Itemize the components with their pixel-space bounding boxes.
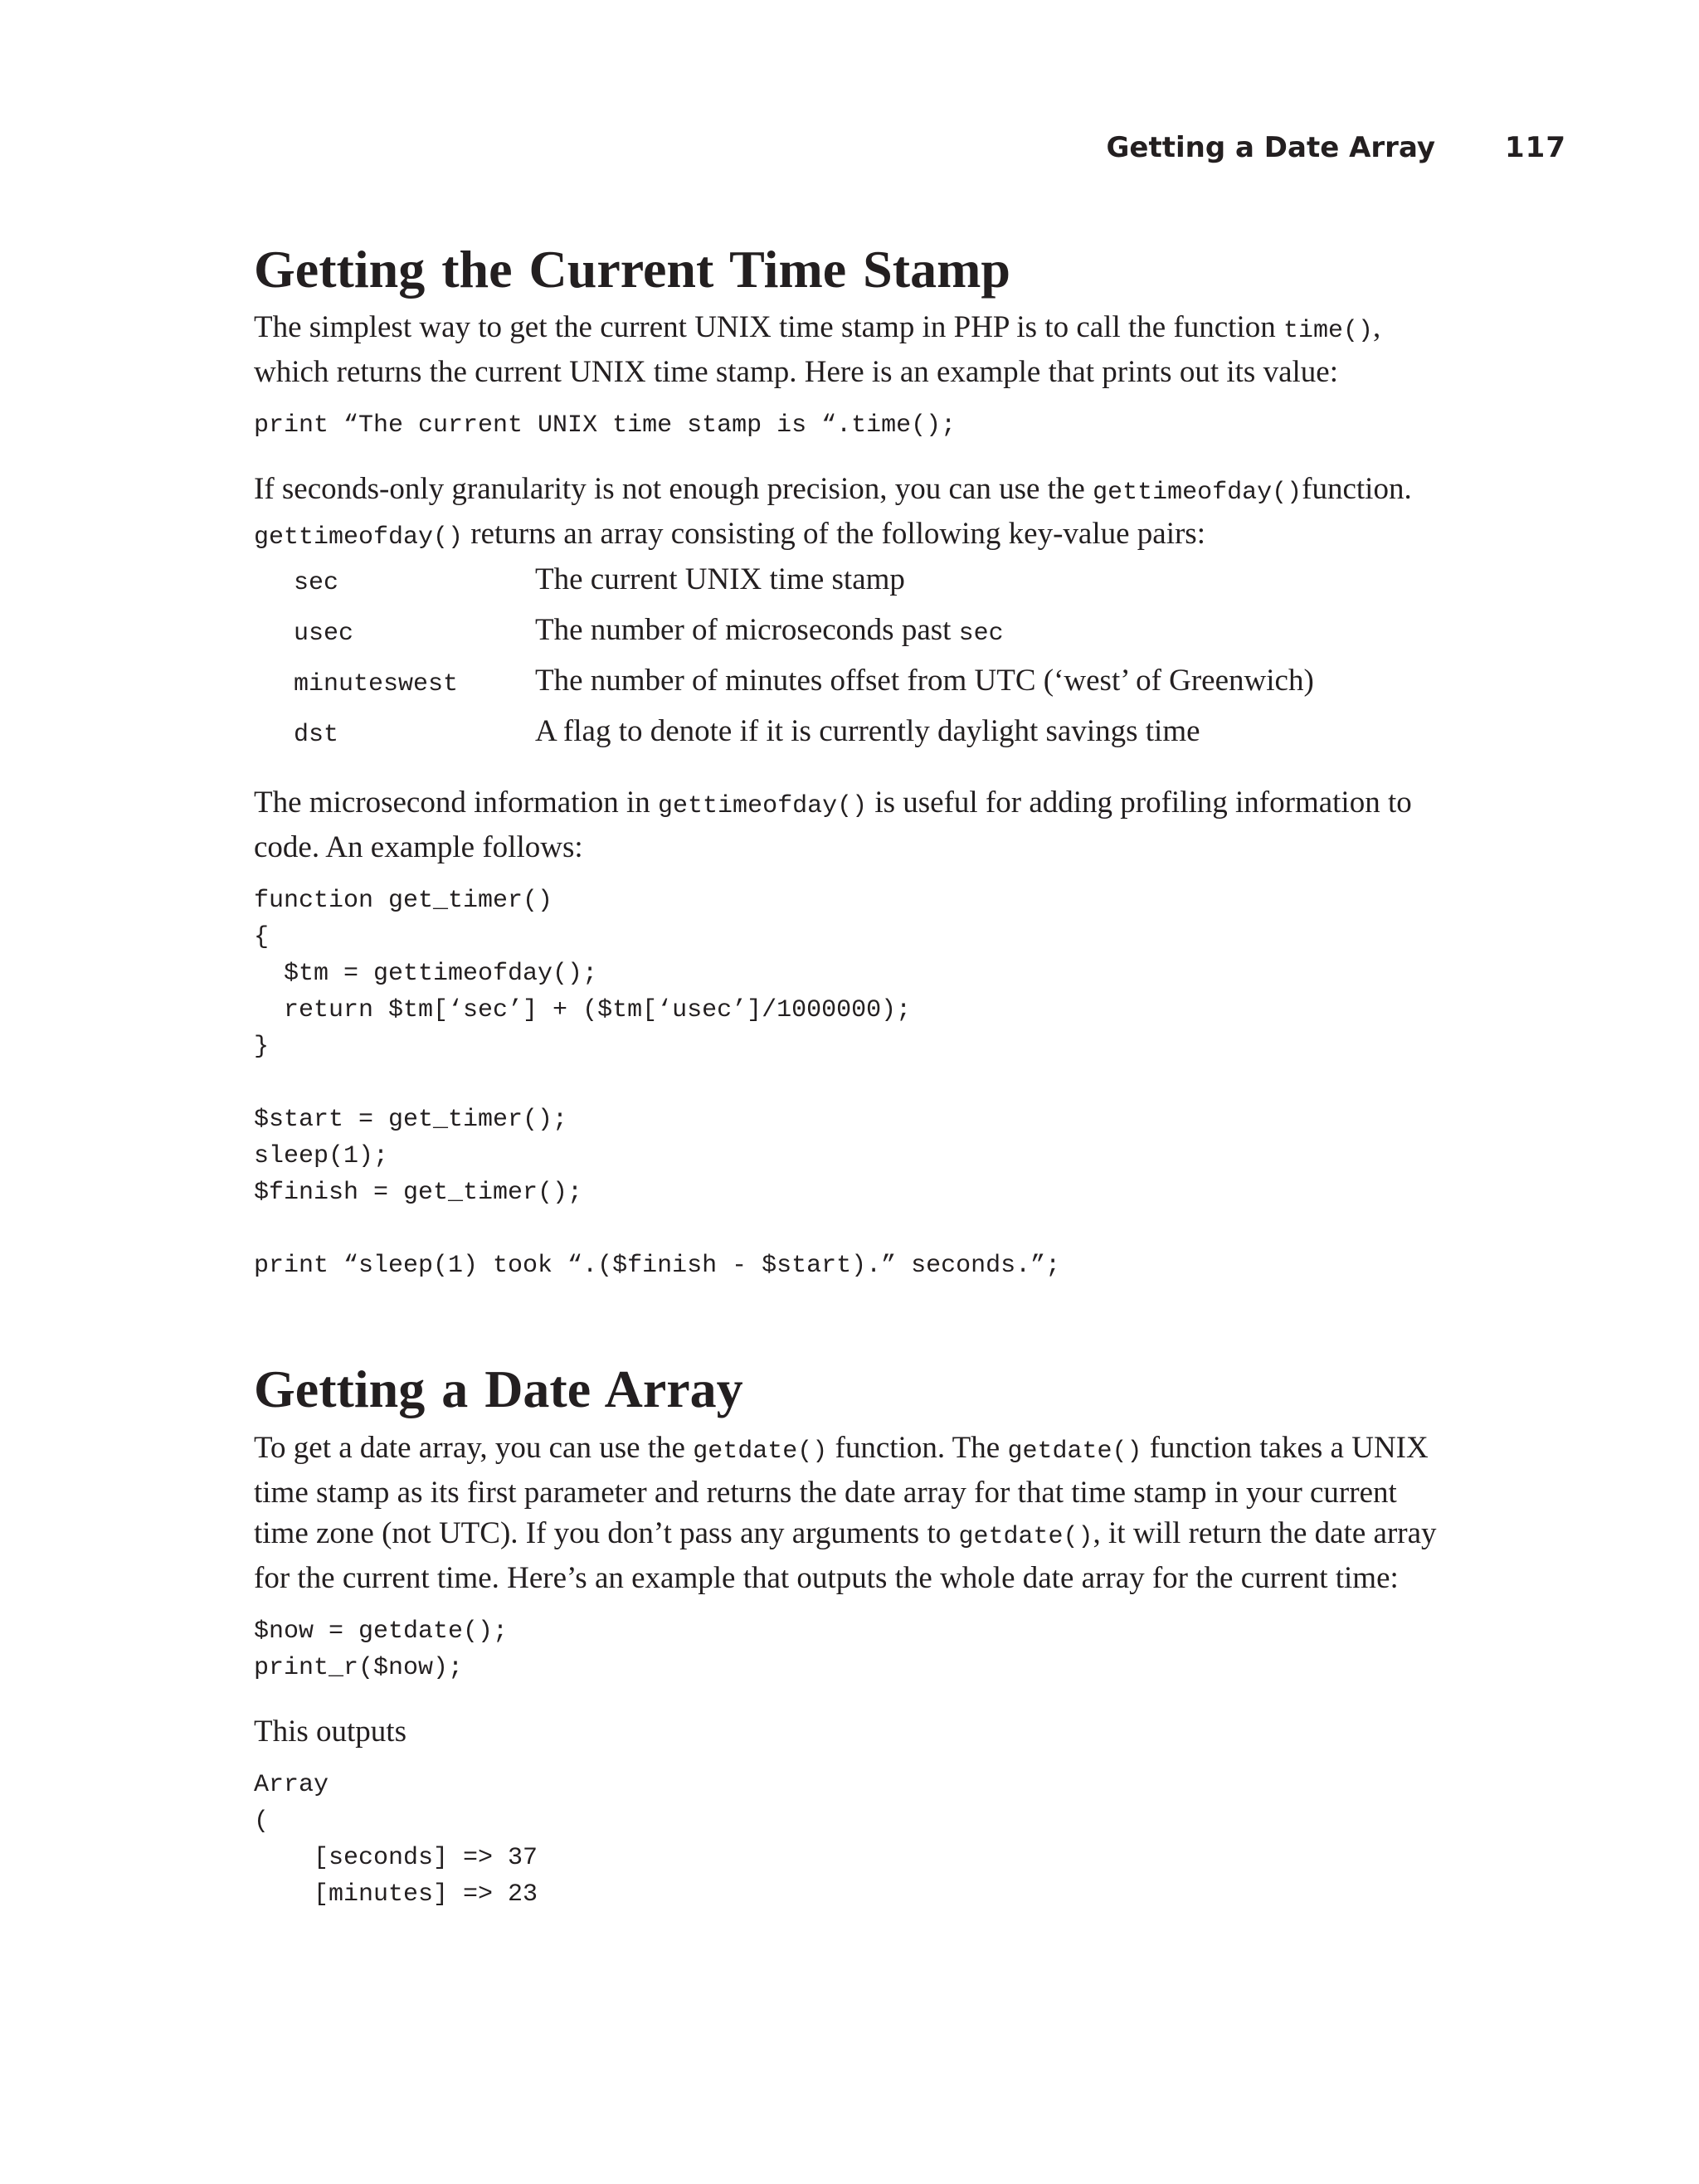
inline-code: gettimeofday() bbox=[1093, 479, 1302, 508]
text-span: The number of microseconds past bbox=[535, 613, 959, 648]
text-span: function. bbox=[1302, 472, 1412, 507]
definition-description bbox=[535, 713, 1200, 749]
paragraph-getdate bbox=[254, 1428, 1448, 1598]
text-span: is useful for adding profiling information to code. An example follows: bbox=[254, 786, 1412, 865]
text-span: , it will return the date array for the current time. Here’s an example that outputs the whole date array for the current time: bbox=[254, 1515, 1437, 1595]
inline-code: time() bbox=[1283, 317, 1374, 346]
text-span: The current UNIX time stamp bbox=[535, 562, 905, 597]
code-block-timer: function get_timer() { $tm = gettimeofday(); return $tm[‘sec’] + ($tm[‘usec’]/1000000); } $start = get_timer(); sleep(1); $finish = get_timer(); print “sleep(1) took “.($finish - $start).” seconds.”; bbox=[254, 887, 1061, 1281]
inline-code: sec bbox=[958, 620, 1004, 649]
text-span: The microsecond information in bbox=[254, 786, 659, 820]
definition-description bbox=[535, 562, 905, 597]
text-span: To get a date array, you can use the bbox=[254, 1430, 694, 1465]
section-heading-date-array: Getting a Date Array bbox=[254, 1360, 743, 1419]
definition-term: usec bbox=[294, 620, 354, 649]
definition-list bbox=[294, 562, 1448, 764]
definition-term: sec bbox=[294, 569, 339, 598]
paragraph-intro bbox=[254, 307, 1448, 392]
text-span: The number of minutes offset from UTC (‘west’ of Greenwich) bbox=[535, 664, 1314, 698]
definition-description bbox=[535, 612, 1004, 648]
section-heading-time-stamp: Getting the Current Time Stamp bbox=[254, 240, 1010, 299]
text-span: function. The bbox=[827, 1430, 1008, 1465]
page-number: 117 bbox=[1505, 131, 1566, 164]
definition-description bbox=[535, 663, 1314, 698]
paragraph-gettimeofday bbox=[254, 469, 1448, 558]
inline-code: gettimeofday() bbox=[254, 523, 464, 552]
inline-code: getdate() bbox=[1007, 1437, 1142, 1466]
inline-code: gettimeofday() bbox=[658, 792, 868, 821]
text-span: A flag to denote if it is currently daylight savings time bbox=[535, 714, 1200, 749]
text-span: function takes a UNIX time stamp as its first parameter and returns the date array for that time stamp in your current time zone (not UTC). If you don’t pass any arguments to bbox=[254, 1430, 1429, 1550]
running-head bbox=[1107, 131, 1567, 164]
text-span: , which returns the current UNIX time stamp. Here is an example that prints out its value: bbox=[254, 310, 1381, 390]
definition-row bbox=[294, 562, 1448, 612]
definition-term: minuteswest bbox=[294, 670, 459, 699]
definition-term: dst bbox=[294, 721, 339, 750]
text-span: The simplest way to get the current UNIX time stamp in PHP is to call the function bbox=[254, 310, 1283, 345]
inline-code: getdate() bbox=[693, 1437, 828, 1466]
definition-row bbox=[294, 612, 1448, 663]
code-block-print-time: print “The current UNIX time stamp is “.time(); bbox=[254, 411, 957, 440]
text-span: If seconds-only granularity is not enough precision, you can use the bbox=[254, 472, 1093, 507]
inline-code: getdate() bbox=[958, 1522, 1093, 1551]
definition-row bbox=[294, 663, 1448, 713]
running-head-title: Getting a Date Array bbox=[1106, 131, 1436, 164]
text-span: returns an array consisting of the following key-value pairs: bbox=[463, 517, 1205, 552]
page-content bbox=[254, 241, 1448, 1938]
paragraph-this-outputs: This outputs bbox=[254, 1714, 406, 1749]
definition-row bbox=[294, 713, 1448, 764]
code-block-getdate: $now = getdate(); print_r($now); bbox=[254, 1617, 509, 1682]
code-block-array-output: Array ( [seconds] => 37 [minutes] => 23 bbox=[254, 1770, 538, 1909]
paragraph-microsecond bbox=[254, 782, 1448, 868]
